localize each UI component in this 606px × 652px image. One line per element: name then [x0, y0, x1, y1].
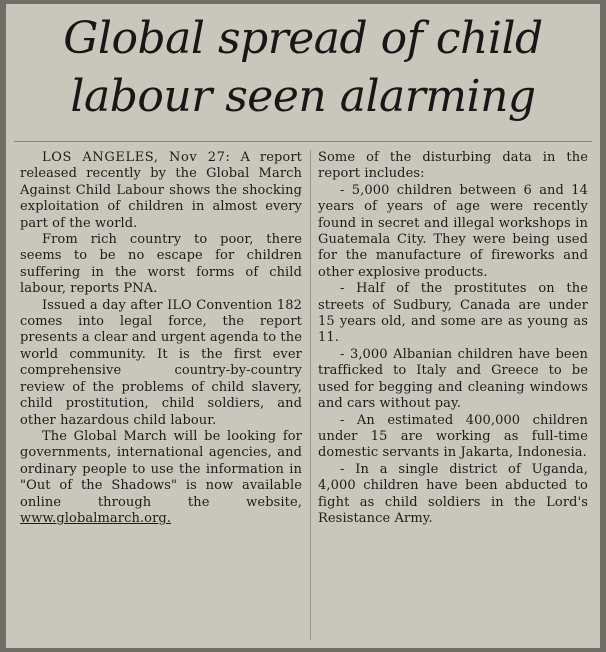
- data-item-1: - 5,000 children between 6 and 14 years of years of age were recently found in secret and illegal workshops in Guatemala City. They were being used for the manufacture of fireworks and other explosive products.: [318, 182, 588, 280]
- data-item-2: - Half of the prostitutes on the streets of Sudbury, Canada are under 15 years old, and some are as young as 11.: [318, 281, 588, 346]
- data-item-3: - 3,000 Albanian children have been trafficked to Italy and Greece to be used for begging and cleaning windows and cars without pay.: [318, 346, 588, 412]
- website-link[interactable]: www.globalmarch.org.: [20, 510, 172, 526]
- paragraph-2: From rich country to poor, there seems to be no escape for children suffering in the worst forms of child labour, reports PNA.: [20, 232, 302, 297]
- paragraph-1-text: A report released recently by the Global March Against Child Labour shows the shocking exploitation of children in almost every part of the world.: [20, 150, 302, 231]
- headline: Global spread of child labour seen alarming: [63, 13, 543, 122]
- newspaper-clipping: [6, 4, 600, 648]
- column-divider: [310, 150, 311, 640]
- data-item-4: - An estimated 400,000 children under 15 are working as full-time domestic servants in Jakarta, Indonesia.: [318, 412, 588, 461]
- left-column: [20, 150, 302, 527]
- right-column: [318, 150, 588, 527]
- paragraph-4: [20, 429, 302, 527]
- paragraph-4-text: The Global March will be looking for governments, international agencies, and ordinary people to use the information in "Out of the Shadows" is now available online through the website,: [20, 428, 302, 510]
- paragraph-3: Issued a day after ILO Convention 182 comes into legal force, the report presents a clear and urgent agenda to the world community. It is the first ever comprehensive country-by-country review of the problems of child slavery, child prostitution, child soldiers, and other hazardous child labour.: [20, 297, 302, 428]
- dateline: LOS ANGELES, Nov 27:: [42, 150, 231, 165]
- paragraph-1: [20, 150, 302, 232]
- data-intro: Some of the disturbing data in the report includes:: [318, 150, 588, 182]
- data-item-5: - In a single district of Uganda, 4,000 children have been abducted to fight as child soldiers in the Lord's Resistance Army.: [318, 461, 588, 526]
- headline-rule: [14, 141, 592, 142]
